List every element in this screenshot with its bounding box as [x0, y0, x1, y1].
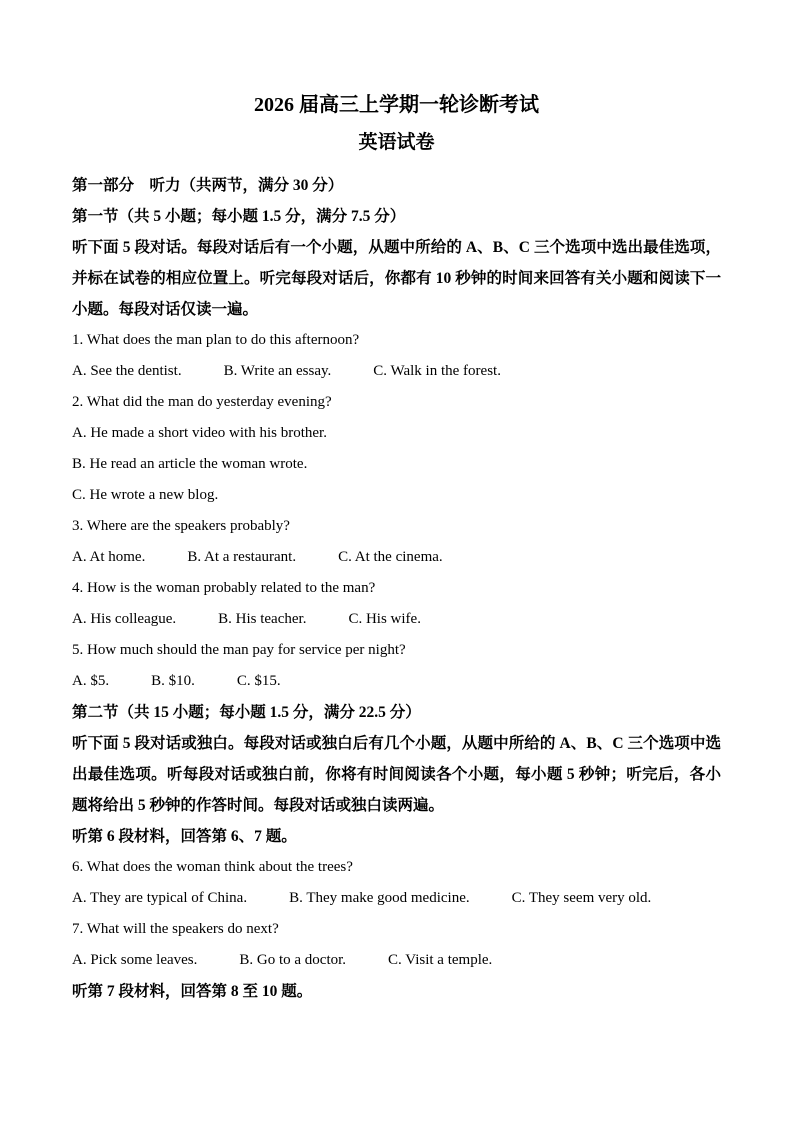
- option-a: A. $5.: [72, 673, 110, 689]
- question-2-option-c: C. He wrote a new blog.: [72, 487, 219, 503]
- part1-heading: 第一部分 听力（共两节，满分 30 分）: [72, 177, 344, 194]
- question-5: 5. How much should the man pay for service per night?: [72, 642, 406, 658]
- question-6: 6. What does the woman think about the trees?: [72, 859, 353, 875]
- question-4-options: [72, 604, 721, 635]
- question-1-options: [72, 356, 721, 387]
- exam-title: 2026 届高三上学期一轮诊断考试: [254, 94, 539, 116]
- option-a: A. See the dentist.: [72, 363, 182, 379]
- option-b: B. At a restaurant.: [187, 549, 297, 565]
- section1-instructions: 听下面 5 段对话。每段对话后有一个小题，从题中所给的 A、B、C 三个选项中选出最佳选项，并标在试卷的相应位置上。听完每段对话后，你都有 10 秒钟的时间来回答有关小题和阅读下一小题。每段对话仅读一遍。: [72, 239, 721, 318]
- option-b: B. His teacher.: [218, 611, 307, 627]
- option-c: C. They seem very old.: [511, 890, 652, 906]
- question-1: 1. What does the man plan to do this afternoon?: [72, 332, 360, 348]
- option-b: B. They make good medicine.: [289, 890, 470, 906]
- question-3: 3. Where are the speakers probably?: [72, 518, 290, 534]
- question-7-options: [72, 945, 721, 976]
- question-3-options: [72, 542, 721, 573]
- question-4: 4. How is the woman probably related to the man?: [72, 580, 376, 596]
- option-b: B. Go to a doctor.: [239, 952, 347, 968]
- option-c: C. $15.: [236, 673, 281, 689]
- section2-heading: 第二节（共 15 小题；每小题 1.5 分，满分 22.5 分）: [72, 704, 421, 721]
- question-2: 2. What did the man do yesterday evening?: [72, 394, 332, 410]
- option-b: B. Write an essay.: [223, 363, 332, 379]
- question-2-option-a: A. He made a short video with his brother.: [72, 425, 327, 441]
- option-a: A. They are typical of China.: [72, 890, 248, 906]
- question-5-options: [72, 666, 721, 697]
- option-a: A. Pick some leaves.: [72, 952, 198, 968]
- option-b: B. $10.: [151, 673, 195, 689]
- exam-subtitle: 英语试卷: [358, 132, 435, 153]
- option-a: A. His colleague.: [72, 611, 177, 627]
- material-7-note: 听第 7 段材料，回答第 8 至 10 题。: [72, 983, 313, 1000]
- section2-instructions: 听下面 5 段对话或独白。每段对话或独白后有几个小题，从题中所给的 A、B、C 三个选项中选出最佳选项。听每段对话或独白前，你将有时间阅读各个小题，每小题 5 秒钟；听完后，各小题将给出 5 秒钟的作答时间。每段对话或独白读两遍。: [72, 735, 721, 814]
- material-6-note: 听第 6 段材料，回答第 6、7 题。: [72, 828, 297, 845]
- question-7: 7. What will the speakers do next?: [72, 921, 279, 937]
- section1-heading: 第一节（共 5 小题；每小题 1.5 分，满分 7.5 分）: [72, 208, 406, 225]
- question-2-option-b: B. He read an article the woman wrote.: [72, 456, 308, 472]
- option-c: C. At the cinema.: [338, 549, 443, 565]
- option-a: A. At home.: [72, 549, 146, 565]
- option-c: C. His wife.: [348, 611, 421, 627]
- option-c: C. Visit a temple.: [388, 952, 493, 968]
- option-c: C. Walk in the forest.: [373, 363, 501, 379]
- question-6-options: [72, 883, 721, 914]
